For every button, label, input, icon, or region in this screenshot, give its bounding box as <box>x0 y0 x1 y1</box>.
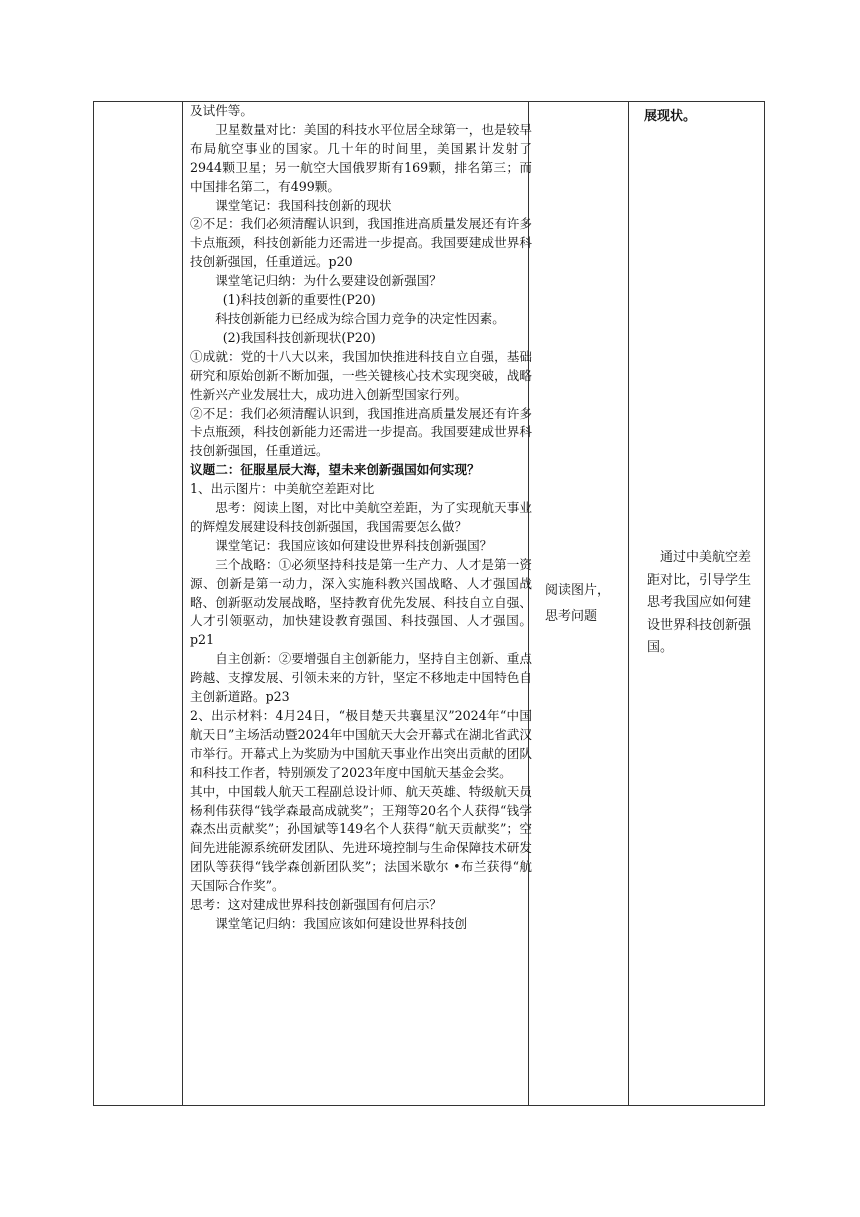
paragraph: 课堂笔记归纳：为什么要建设创新强国？ <box>215 273 442 289</box>
paragraph: 自主创新：②要增强自主创新能力，坚持自主创新、重点跨越、支撑发展、引领未来的方针，坚定不移地走中国特色自主创新道路。p23 <box>190 651 532 705</box>
design-intent-cell <box>632 102 766 1105</box>
paragraph: 科技创新能力已经成为综合国力竞争的决定性因素。 <box>215 310 505 326</box>
paragraph: ②不足：我们必须清醒认识到，我国推进高质量发展还有许多卡点瓶颈，科技创新能力还需进一步提高。我国要建成世界科技创新强国，任重道远。p20 <box>190 216 532 270</box>
teaching-process-cell <box>188 102 532 1105</box>
paragraph: 2、出示材料：4月24日，“极目楚天共襄星汉”2024年“中国航天日”主场活动暨2024年中国航天大会开幕式在湖北省武汉市举行。开幕式上为奖励为中国航天事业作出突出贡献的团队和科技工作者，特别颁发了2023年度中国航天基金会奖。 <box>190 708 532 780</box>
paragraph: 思考：阅读上图，对比中美航空差距，为了实现航天事业的辉煌发展建设科技创新强国，我国需要怎么做？ <box>190 500 532 534</box>
paragraph: (2)我国科技创新现状(P20) <box>222 329 376 345</box>
paragraph: 议题二：征服星辰大海，望未来创新强国如何实现？ <box>190 462 480 478</box>
student-activity-cell <box>532 102 628 1105</box>
column-divider <box>182 102 183 1105</box>
paragraph: 课堂笔记归纳：我国应该如何建设世界科技创 <box>215 915 468 931</box>
paragraph: ①成就：党的十八大以来，我国加快推进科技自立自强，基础研究和原始创新不断加强，一些关键核心技术实现突破，战略性新兴产业发展壮大，成功进入创新型国家行列。 <box>190 348 532 402</box>
paragraph: 及试件等。 <box>190 103 253 118</box>
design-intent-text: 通过中美航空差距对比，引导学生思考我国应如何建设世界科技创新强国。 <box>647 550 752 656</box>
paragraph: (1)科技创新的重要性(P20) <box>222 292 376 308</box>
paragraph: 课堂笔记：我国应该如何建设世界科技创新强国？ <box>215 537 493 553</box>
design-intent-top-text: 展现状。 <box>644 109 697 124</box>
paragraph: 其中，中国载人航天工程副总设计师、航天英雄、特级航天员杨利伟获得“钱学森最高成就奖”；王翔等20名个人获得“钱学森杰出贡献奖”；孙国斌等149名个人获得“航天贡献奖”；空间先进能源系统研发团队、先进环境控制与生命保障技术研发团队等获得“钱学森创新团队奖”；法国米歇尔 •布兰获得“航天国际合作奖”。 <box>190 783 532 894</box>
paragraph: 1、出示图片：中美航空差距对比 <box>190 481 375 497</box>
column-divider <box>628 102 629 1105</box>
lesson-plan-table <box>93 101 765 1106</box>
paragraph: 卫星数量对比：美国的科技水平位居全球第一，也是较早布局航空事业的国家。几十年的时间里，美国累计发射了2944颗卫星；另一航空大国俄罗斯有169颗，排名第三；而中国排名第二，有499颗。 <box>190 121 532 194</box>
student-activity-text: 阅读图片，思考问题 <box>545 582 611 624</box>
paragraph: 三个战略：①必须坚持科技是第一生产力、人才是第一资源、创新是第一动力，深入实施科教兴国战略、人才强国战略、创新驱动发展战略，坚持教育优先发展、科技自立自强、人才引领驱动，加快建设教育强国、科技强国、人才强国。p21 <box>190 556 532 648</box>
paragraph: ②不足：我们必须清醒认识到，我国推进高质量发展还有许多卡点瓶颈，科技创新能力还需进一步提高。我国要建成世界科技创新强国，任重道远。 <box>190 405 532 459</box>
paragraph: 课堂笔记：我国科技创新的现状 <box>215 197 392 213</box>
paragraph: 思考：这对建成世界科技创新强国有何启示？ <box>190 897 442 913</box>
